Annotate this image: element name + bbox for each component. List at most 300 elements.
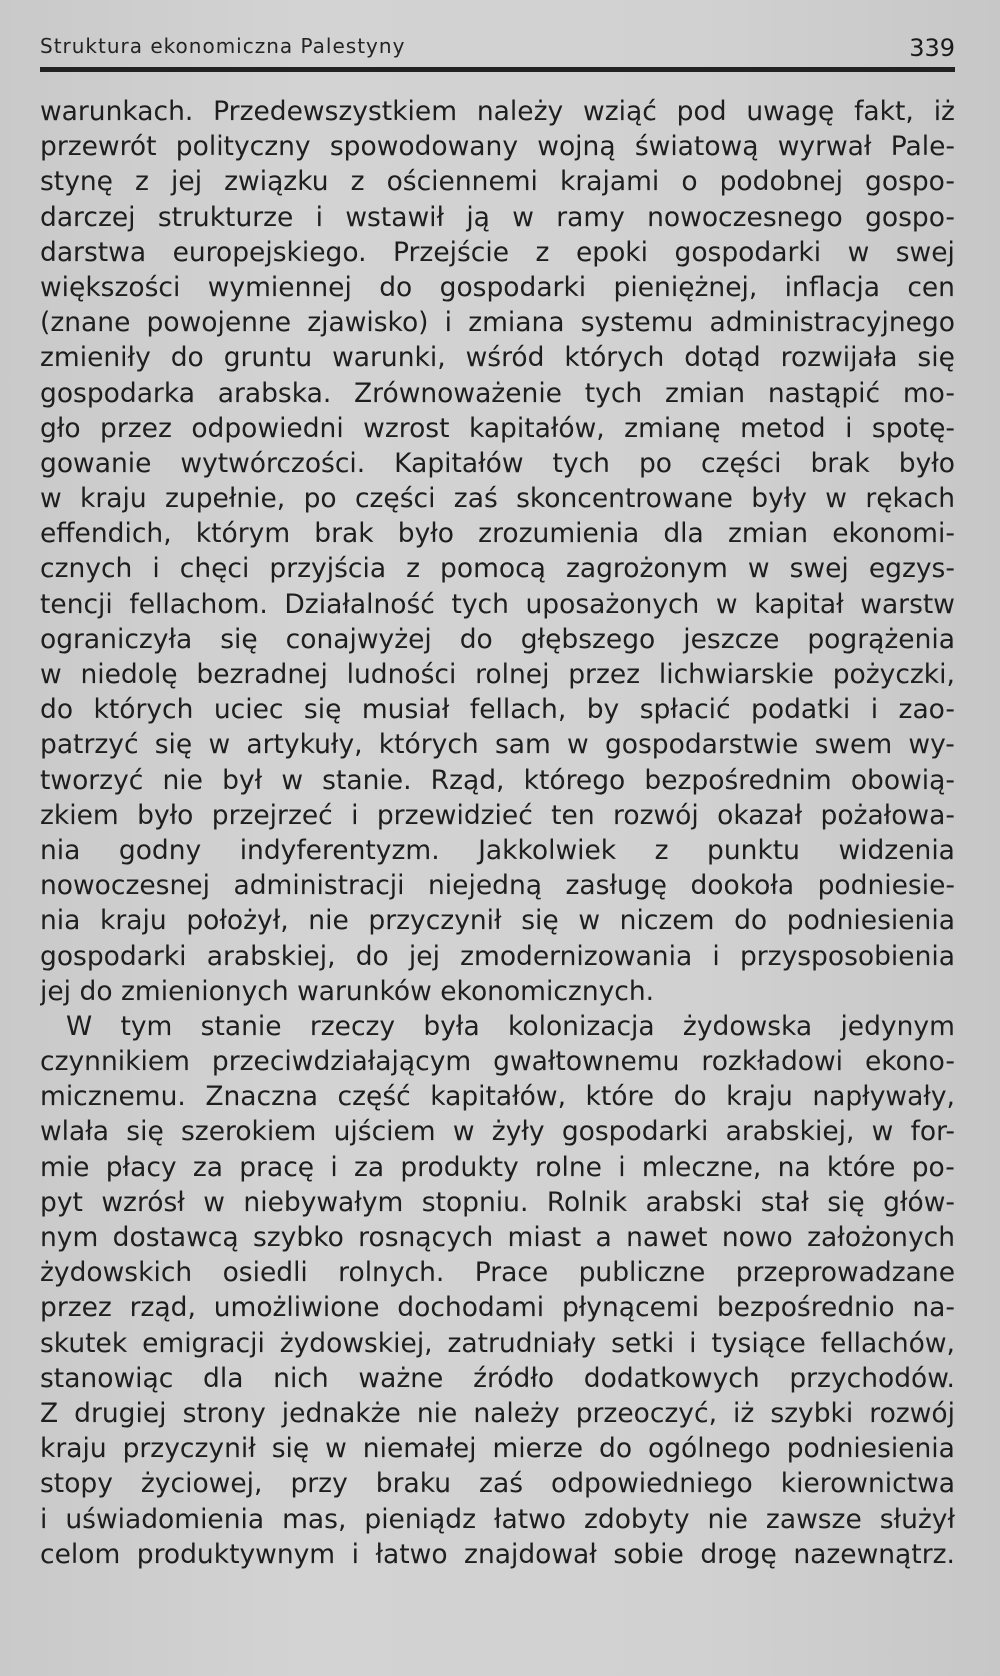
word: żydowska (682, 1010, 813, 1042)
text-line (40, 692, 955, 727)
text-line (40, 974, 955, 1009)
word: do (379, 271, 413, 303)
word: zagrożonym (565, 553, 728, 585)
word: drogę (700, 1538, 777, 1570)
word: uciec (213, 694, 284, 726)
word: dodatkowych (583, 1362, 760, 1394)
word: w (203, 1186, 225, 1218)
word: Prace (474, 1257, 549, 1289)
text-line (40, 235, 955, 270)
word: produktywnym (136, 1538, 336, 1570)
word: zkiem (40, 799, 119, 831)
word: stanie (200, 1010, 282, 1042)
word: kraju (100, 905, 167, 937)
word: rząd, (129, 1292, 196, 1324)
word: ją (466, 201, 490, 233)
word: kraju (726, 1081, 793, 1113)
word: do (673, 1081, 707, 1113)
word: i (315, 201, 324, 233)
text-line (40, 270, 955, 305)
page-number: 339 (909, 34, 955, 62)
word: i (845, 412, 853, 444)
word: zmiana (468, 307, 565, 339)
word: było (137, 799, 194, 831)
word: zasługę (565, 870, 667, 902)
word: należy (473, 1397, 560, 1429)
text-line (40, 833, 955, 868)
text-line (40, 200, 955, 235)
word: w (325, 1433, 347, 1465)
word: obowią- (850, 764, 955, 796)
word: zrozumienia (478, 518, 640, 550)
word: cznych (40, 553, 133, 585)
word: żydowskiej, (279, 1327, 433, 1359)
word: tworzyć (40, 764, 144, 796)
word: gwałtownemu (493, 1046, 680, 1078)
word: rozwój (869, 1397, 955, 1429)
word: należy (476, 96, 564, 127)
text-line (40, 551, 955, 586)
text-line (40, 1466, 955, 1501)
word: osiedli (222, 1257, 308, 1289)
word: przez (40, 1292, 112, 1324)
word: jednakże (281, 1397, 401, 1429)
word: wzrost (363, 412, 450, 444)
word: rozwijała (780, 342, 898, 374)
word: do (355, 940, 389, 972)
word: uposażonych (525, 588, 700, 620)
word: przez (568, 659, 641, 690)
word: gospodarki (561, 1116, 709, 1148)
word: Pale- (890, 131, 955, 163)
word: pomocą (440, 553, 546, 585)
word: gruntu (223, 342, 313, 374)
text-line (40, 481, 955, 516)
word: systemu (580, 307, 694, 339)
word: ten (551, 799, 595, 831)
word: Kapitałów (394, 447, 524, 479)
word: założonych (807, 1222, 955, 1253)
word: nawet (626, 1222, 708, 1253)
word: wśród (465, 342, 545, 374)
word: się (126, 1116, 164, 1148)
word: był (222, 764, 263, 796)
word: nich (273, 1362, 329, 1394)
word: a (595, 1222, 612, 1253)
word: które (585, 1081, 655, 1113)
word: Zrównoważenie (354, 377, 562, 409)
word: przeprowadzane (735, 1257, 955, 1289)
word: z (406, 553, 421, 585)
text-line (40, 1079, 955, 1114)
word: przejrzeć (211, 799, 333, 831)
text-line (40, 516, 955, 551)
word: mas, (282, 1503, 347, 1535)
word: do (459, 623, 493, 655)
word: uświadomienia (65, 1503, 265, 1535)
text-line (40, 763, 955, 798)
word: artykuły, (246, 729, 363, 761)
word: Działalność (284, 588, 435, 620)
word: przewidzieć (376, 799, 533, 831)
word: spotę- (871, 412, 955, 444)
word: tysiące (711, 1327, 806, 1359)
word: płacy (105, 1151, 177, 1183)
word: bezpośrednio (716, 1292, 895, 1324)
word: europejskiego. (172, 236, 367, 268)
word: swej (789, 553, 849, 585)
word: pracę (239, 1151, 315, 1183)
word: W (66, 1010, 93, 1042)
text-line (40, 94, 955, 129)
word: łatwo (375, 1538, 448, 1570)
word: swej (895, 236, 955, 268)
word: zjawisko) (307, 307, 429, 339)
word: produkty (400, 1151, 519, 1183)
word: dochodami (397, 1292, 545, 1324)
word: miast (507, 1222, 582, 1253)
word: Z (40, 1397, 59, 1429)
word: podatki (751, 694, 851, 726)
word: pyt (40, 1186, 83, 1218)
word: w (567, 729, 589, 761)
word: i (351, 799, 359, 831)
word: epoki (575, 236, 649, 268)
word: wstawił (345, 201, 445, 233)
word: których (93, 694, 194, 726)
word: za (353, 1151, 385, 1183)
word: administracji (233, 870, 405, 902)
word: zmienionych (121, 975, 289, 1007)
word: widzenia (838, 834, 955, 866)
word: szybko (252, 1222, 344, 1253)
word: celom (40, 1538, 121, 1570)
word: wlała (40, 1116, 110, 1148)
word: było (397, 518, 455, 550)
word: strukturze (157, 201, 294, 233)
word: się (827, 1186, 865, 1218)
text-line (40, 129, 955, 164)
word: dotąd (684, 342, 761, 374)
word: for- (910, 1116, 955, 1148)
body-text (40, 94, 955, 1572)
text-line (40, 1326, 955, 1361)
word: inflacja (784, 271, 880, 303)
word: większości (40, 271, 181, 303)
word: fellachom. (129, 588, 268, 620)
header-rule (40, 67, 955, 72)
word: którego (523, 764, 626, 796)
word: musiał (361, 694, 450, 726)
text-line (40, 446, 955, 481)
word: podobnej (719, 166, 843, 198)
word: setki (611, 1327, 675, 1359)
text-line (40, 622, 955, 657)
word: rosnących (358, 1222, 494, 1253)
word: którym (195, 518, 291, 550)
word: bezpośrednim (644, 764, 832, 796)
word: zmian (727, 518, 809, 550)
word: przyczynił (122, 1433, 256, 1465)
word: wy- (908, 729, 955, 761)
word: za (192, 1151, 223, 1183)
word: ogólnego (648, 1433, 771, 1465)
word: stał (760, 1186, 809, 1218)
word: na- (912, 1292, 955, 1324)
word: w (512, 201, 534, 233)
word: Rząd, (430, 764, 505, 796)
word: rękach (865, 483, 955, 515)
word: mo- (902, 377, 955, 409)
word: żydowskich (40, 1257, 193, 1289)
word: niczem (619, 905, 715, 937)
word: ekono- (864, 1046, 955, 1078)
word: gospo- (865, 201, 955, 233)
word: nowoczesnej (40, 870, 210, 902)
word: nie (162, 764, 203, 796)
word: tych (451, 588, 509, 620)
word: jej (408, 940, 440, 972)
word: stopy (40, 1468, 113, 1500)
word: kraju (80, 483, 147, 515)
word: skutek (40, 1327, 128, 1359)
word: kraju (40, 1433, 107, 1465)
word: mie (40, 1151, 90, 1183)
word: zmieniły (40, 342, 151, 374)
word: było (898, 447, 955, 479)
word: Rolnik (546, 1186, 628, 1218)
word: rolne (535, 1151, 602, 1183)
word: swem (814, 729, 893, 761)
word: wytwórczości. (180, 447, 366, 479)
word: arabskiej, (206, 940, 336, 972)
word: nastąpić (767, 377, 881, 409)
word: w (40, 483, 62, 515)
word: się (521, 905, 559, 937)
word: przysposobienia (739, 940, 955, 972)
word: i (330, 1151, 338, 1183)
word: arabska. (217, 377, 332, 409)
word: się (220, 623, 258, 655)
word: w (208, 729, 231, 761)
word: polityczny (175, 131, 311, 163)
word: rozwój (613, 799, 699, 831)
word: publiczne (578, 1257, 706, 1289)
word: przyczynił (368, 905, 502, 937)
text-line (40, 1009, 955, 1044)
word: płynącemi (561, 1292, 700, 1324)
word: ujściem (333, 1116, 436, 1148)
word: dla (663, 518, 704, 550)
word: darstwa (40, 236, 147, 268)
word: umożliwione (213, 1292, 380, 1324)
word: micznemu. (40, 1081, 186, 1113)
word: światową (634, 131, 759, 163)
word: pożyczki, (832, 659, 955, 690)
word: części (700, 447, 782, 479)
word: w (281, 764, 304, 796)
text-line (40, 340, 955, 375)
word: pogrążenia (807, 623, 955, 655)
word: darczej (40, 201, 136, 233)
word: stynę (40, 166, 113, 198)
text-line (40, 1537, 955, 1572)
word: mleczne, (641, 1151, 762, 1183)
word: napływały, (812, 1081, 955, 1113)
word: pod (676, 96, 727, 127)
word: niemałej (362, 1433, 477, 1465)
word: sobie (613, 1538, 684, 1570)
word: z (350, 166, 365, 198)
word: cen (907, 271, 955, 303)
word: się (154, 729, 193, 761)
word: jedynym (840, 1010, 955, 1042)
word: z (535, 236, 550, 268)
word: wojną (537, 131, 616, 163)
word: rozkładowi (701, 1046, 844, 1078)
word: warunkach. (40, 96, 194, 127)
word: zdobyty (583, 1503, 690, 1535)
word: się (271, 1433, 310, 1465)
word: okazał (717, 799, 803, 831)
text-line (40, 164, 955, 199)
word: służył (879, 1503, 955, 1535)
text-line (40, 376, 955, 411)
word: kapitałów, (468, 412, 605, 444)
word: powojenne (146, 307, 292, 339)
word: do (79, 975, 113, 1007)
word: nym (40, 1222, 99, 1253)
word: głów- (883, 1186, 955, 1218)
word: indyferentyzm. (239, 834, 440, 866)
word: gospodarki (439, 271, 587, 303)
word: przeciwdziałającym (211, 1046, 472, 1078)
text-line (40, 868, 955, 903)
text-line (40, 903, 955, 938)
word: zupełnie, (164, 483, 286, 515)
word: zao- (898, 694, 955, 726)
word: gło (40, 412, 81, 444)
word: (znane (40, 307, 131, 339)
word: żyły (491, 1116, 545, 1148)
word: nia (40, 905, 81, 937)
text-line (40, 1220, 955, 1255)
running-title: Struktura ekonomiczna Palestyny (40, 34, 406, 58)
word: część (337, 1081, 411, 1113)
word: podniesie- (817, 870, 955, 902)
word: niedolę (80, 659, 178, 690)
word: ludności (346, 659, 457, 690)
word: po- (911, 1151, 955, 1183)
word: w (847, 236, 870, 268)
text-line (40, 305, 955, 340)
word: związku (224, 166, 329, 198)
word: znajdował (464, 1538, 597, 1570)
text-line (40, 1150, 955, 1185)
word: kierownictwa (780, 1468, 955, 1500)
word: wyrwał (777, 131, 872, 163)
word: administracyjnego (709, 307, 955, 339)
text-line (40, 798, 955, 833)
word: kapitał (754, 588, 844, 620)
word: iż (933, 96, 955, 127)
word: warunki, (332, 342, 446, 374)
word: wzrósł (101, 1186, 185, 1218)
word: ograniczyła (40, 623, 193, 655)
word: w (40, 659, 62, 690)
word: zmianę (624, 412, 721, 444)
word: o (681, 166, 698, 198)
word: i (351, 1538, 359, 1570)
word: jej (40, 975, 72, 1007)
word: godny (118, 834, 202, 866)
word: pożałowa- (820, 799, 955, 831)
text-line (40, 1255, 955, 1290)
word: chęci (179, 553, 250, 585)
word: w (825, 483, 847, 515)
word: conajwyżej (285, 623, 432, 655)
word: tencji (40, 588, 113, 620)
word: nie (308, 905, 349, 937)
text-line (40, 1431, 955, 1466)
word: gospodarki (674, 236, 822, 268)
word: metod (740, 412, 826, 444)
word: niejedną (428, 870, 542, 902)
word: stanie. (322, 764, 412, 796)
word: do (599, 1433, 633, 1465)
word: gospodarki (40, 940, 187, 972)
word: wymiennej (207, 271, 352, 303)
word: zawsze (765, 1503, 862, 1535)
word: zaś (453, 483, 498, 515)
word: Przejście (393, 236, 510, 268)
word: na (777, 1151, 811, 1183)
word: części (354, 483, 436, 515)
word: się (303, 694, 342, 726)
text-line (40, 1114, 955, 1149)
word: w (871, 1116, 894, 1148)
word: przewrót (40, 131, 157, 163)
word: do (170, 342, 204, 374)
text-line (40, 727, 955, 762)
word: zaś (479, 1468, 524, 1500)
word: brak (314, 518, 374, 550)
word: w (452, 1116, 475, 1148)
word: by (586, 694, 620, 726)
word: fellach, (469, 694, 567, 726)
word: wziąć (583, 96, 657, 127)
word: nowoczesnego (647, 201, 843, 233)
word: krajami (559, 166, 660, 198)
word: szerokiem (181, 1116, 317, 1148)
word: podniesienia (786, 905, 955, 937)
word: egzys- (868, 553, 955, 585)
word: spowodowany (329, 131, 519, 163)
text-line (40, 1361, 955, 1396)
word: w (578, 905, 601, 937)
word: się (917, 342, 955, 374)
text-line (40, 657, 955, 692)
word: rolnych. (338, 1257, 445, 1289)
word: i (870, 694, 879, 726)
word: arabski (645, 1186, 743, 1218)
word: gospo- (865, 166, 955, 198)
word: jej (171, 166, 203, 198)
word: odpowiedniego (551, 1468, 753, 1500)
word: nie (416, 1397, 458, 1429)
word: po (638, 447, 672, 479)
word: dla (203, 1362, 244, 1394)
